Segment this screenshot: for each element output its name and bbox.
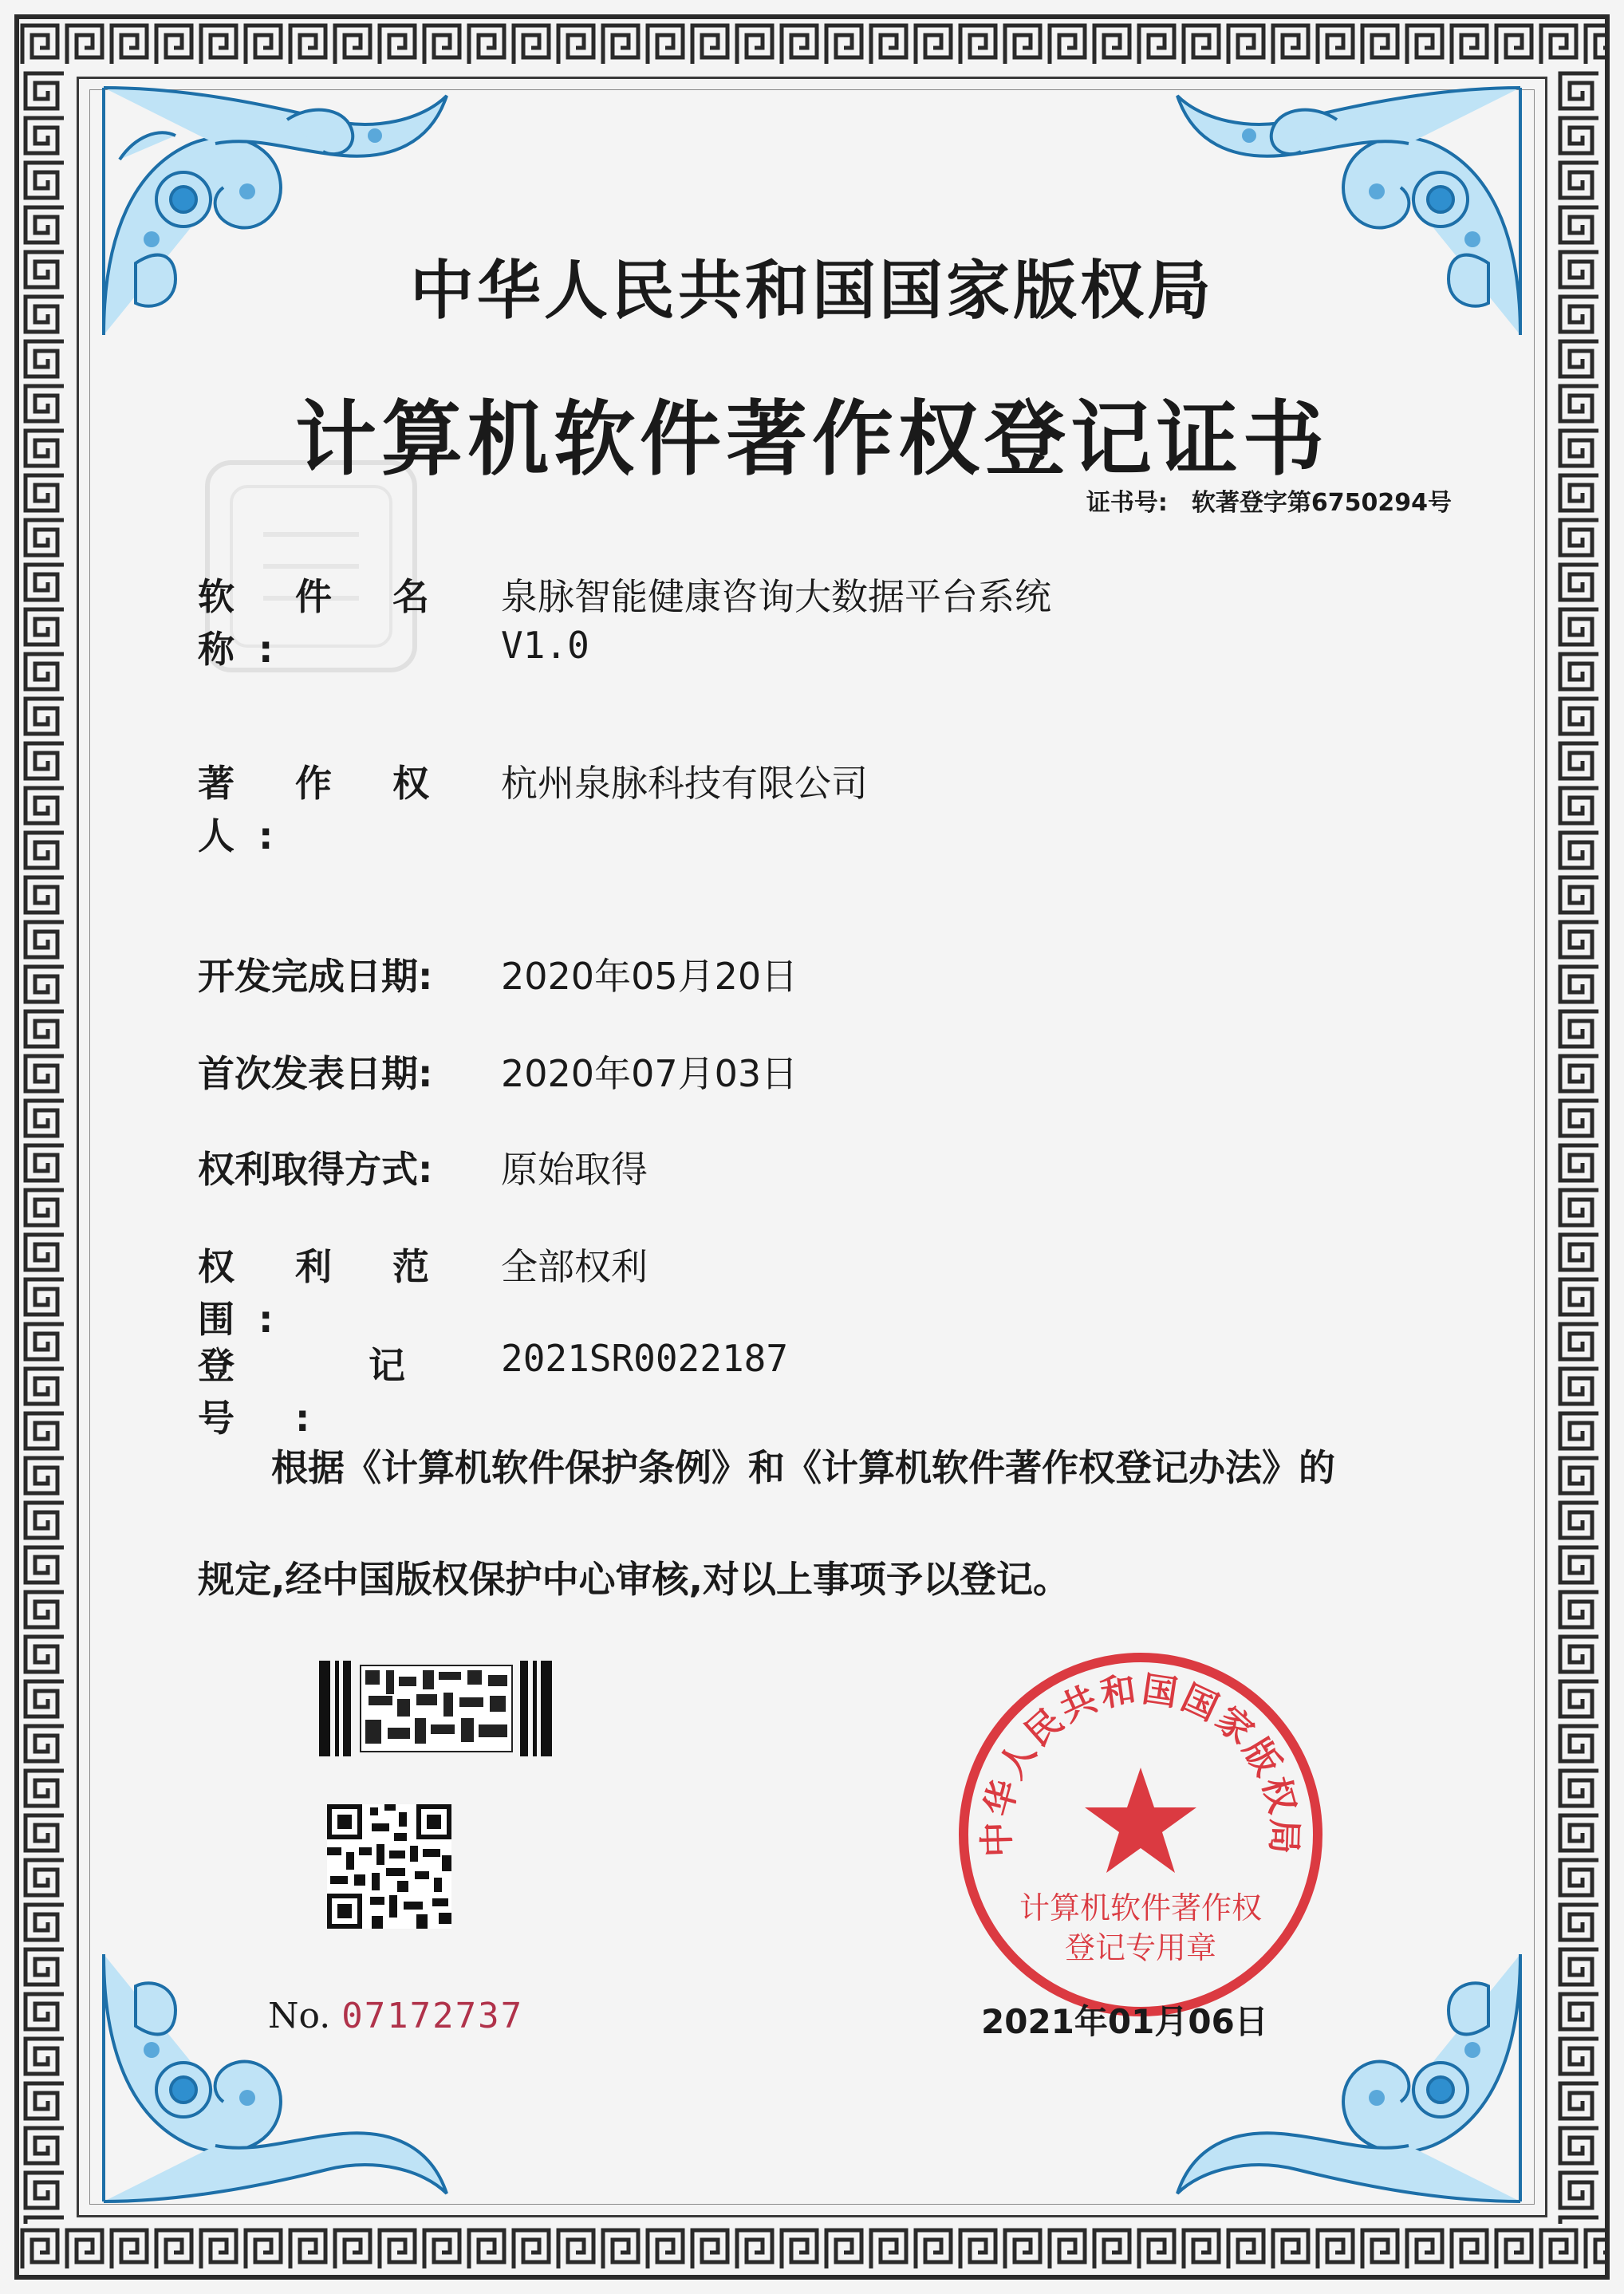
field-value: 原始取得	[501, 1148, 648, 1191]
statement-line-2: 规定,经中国版权保护中心审核,对以上事项予以登记。	[198, 1558, 1070, 1601]
barcode-icon	[319, 1661, 555, 1756]
field-publication-date	[198, 1045, 798, 1098]
field-label: 登 记 号:	[198, 1344, 467, 1440]
corner-ornament-icon	[88, 1946, 463, 2217]
field-value: 2020年05月20日	[501, 955, 798, 998]
certificate-title: 计算机软件著作权登记证书	[295, 392, 1329, 487]
statement-paragraph	[198, 1412, 1442, 1635]
serial-number	[268, 1996, 523, 2036]
field-value-version: V1.0	[501, 624, 589, 667]
statement-line-1-text: 根据《计算机软件保护条例》和《计算机软件著作权登记办法》的	[271, 1446, 1335, 1489]
field-label: 开发完成日期:	[198, 955, 433, 998]
field-value: 杭州泉脉科技有限公司	[501, 762, 868, 805]
field-value: 全部权利	[501, 1245, 648, 1288]
field-value: 泉脉智能健康咨询大数据平台系统	[501, 575, 1051, 618]
field-label: 软 件 名 称:	[198, 575, 454, 671]
field-copyright-owner	[198, 755, 868, 860]
seal-inner-line-2: 登记专用章	[1064, 1930, 1217, 1965]
field-label: 著 作 权 人:	[198, 762, 454, 857]
field-value-wrap	[501, 568, 1051, 667]
field-label: 权 利 范 围:	[198, 1245, 454, 1341]
seal-inner-line-1: 计算机软件著作权	[1019, 1890, 1263, 1925]
field-completion-date	[198, 948, 798, 1000]
greek-key-border-top	[19, 19, 1605, 70]
field-value: 2020年07月03日	[501, 1052, 798, 1095]
field-acquisition-method	[198, 1141, 648, 1193]
qr-code-icon	[327, 1804, 451, 1929]
greek-key-border-bottom	[19, 2224, 1605, 2275]
official-seal-icon	[949, 1643, 1332, 2026]
certificate-number	[1005, 483, 1452, 518]
field-rights-scope	[198, 1238, 648, 1343]
issuer-title: 中华人民共和国国家版权局	[410, 254, 1214, 328]
field-label: 首次发表日期:	[198, 1052, 433, 1095]
field-software-name	[198, 568, 1051, 673]
certificate-number-label: 证书号:	[1086, 489, 1168, 517]
serial-prefix: No.	[268, 1996, 331, 2036]
certificate-number-value: 软著登字第6750294号	[1191, 489, 1452, 517]
serial-number-value: 07172737	[341, 1996, 524, 2036]
issue-date: 2021年01月06日	[981, 2002, 1268, 2041]
statement-line-1	[198, 1412, 1442, 1523]
field-value: 2021SR0022187	[501, 1337, 789, 1380]
seal-outer-text: 中华人民共和国国家版权局	[976, 1669, 1305, 1858]
field-label: 权利取得方式:	[198, 1148, 433, 1191]
